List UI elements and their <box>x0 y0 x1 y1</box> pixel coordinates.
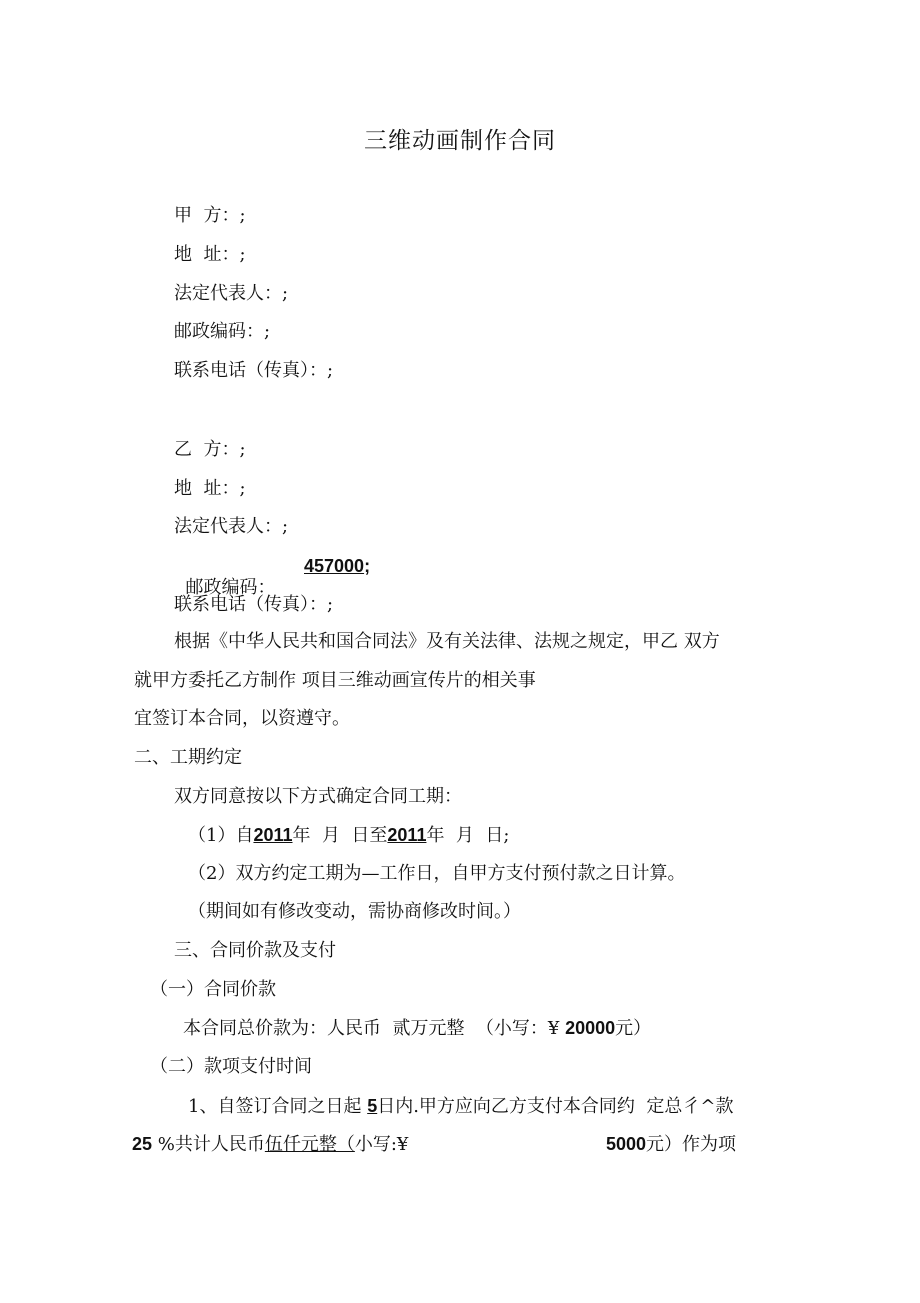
section-3-sub-1: （一）合同价款 <box>150 979 276 1000</box>
payment-2-amount-wrap <box>606 1133 736 1156</box>
payment-1-days: 5 <box>367 1096 378 1116</box>
party-b-postal-value-wrap <box>304 555 370 578</box>
party-a-postal: 邮政编码：; <box>174 321 271 342</box>
party-b-phone: 联系电话（传真）：; <box>174 594 334 615</box>
payment-line-1 <box>188 1095 733 1118</box>
party-a-name: 甲 方：; <box>174 205 246 226</box>
section-3-heading: 三、合同价款及支付 <box>174 940 336 961</box>
party-b-legal-rep: 法定代表人：; <box>174 516 289 537</box>
party-b-address: 地 址：; <box>174 478 246 499</box>
party-a-phone: 联系电话（传真）：; <box>174 360 334 381</box>
payment-2-amount: 5000 <box>606 1134 647 1154</box>
document-title: 三维动画制作合同 <box>364 128 556 154</box>
section-2-item-2: （2）双方约定工期为—工作日，自甲方支付预付款之日计算。 <box>188 863 686 884</box>
total-price-line <box>183 1017 651 1040</box>
party-b-postal-suffix: ; <box>364 556 371 576</box>
item-1-mid: 年 月 日至 <box>292 825 388 846</box>
preamble-line-1: 根据《中华人民共和国合同法》及有关法律、法规之规定，甲乙 双方 <box>174 631 720 652</box>
preamble-line-2: 就甲方委托乙方制作 项目三维动画宣传片的相关事 <box>134 670 536 691</box>
section-2-intro: 双方同意按以下方式确定合同工期： <box>174 786 462 807</box>
item-1-prefix: （1）自 <box>188 825 254 846</box>
section-2-heading: 二、工期约定 <box>134 747 242 768</box>
party-b-name: 乙 方：; <box>174 439 246 460</box>
payment-2-small-label: 小写:¥ <box>354 1134 409 1155</box>
payment-2-words: 伍仟元整（ <box>264 1134 355 1155</box>
payment-2-mid: %共计人民币 <box>152 1134 265 1155</box>
total-price-prefix: 本合同总价款为：人民币 贰万元整 （小写：¥ <box>183 1018 566 1039</box>
party-a-legal-rep: 法定代表人：; <box>174 283 289 304</box>
item-1-suffix: 年 月 日; <box>426 825 510 846</box>
party-a-address: 地 址：; <box>174 244 246 265</box>
payment-2-suffix: 元）作为项 <box>646 1134 737 1155</box>
payment-line-2 <box>132 1133 752 1156</box>
total-price-amount: 20000 <box>565 1018 616 1038</box>
party-b-postal-value: 457000 <box>304 556 365 576</box>
payment-1-prefix: 1、自签订合同之日起 <box>188 1096 368 1117</box>
section-2-item-1 <box>188 824 509 847</box>
section-2-note: （期间如有修改变动，需协商修改时间。） <box>188 901 521 922</box>
payment-2-pct: 25 <box>132 1134 153 1154</box>
party-b-postal-label: 邮政编码： <box>185 577 276 598</box>
section-3-sub-2: （二）款项支付时间 <box>150 1056 312 1077</box>
item-1-year-end: 2011 <box>387 825 427 845</box>
payment-1-rest: 日内.甲方应向乙方支付本合同约 定总彳^款 <box>377 1096 734 1117</box>
total-price-suffix: 元） <box>615 1018 652 1039</box>
item-1-year-start: 2011 <box>253 825 293 845</box>
preamble-line-3: 宜签订本合同，以资遵守。 <box>134 708 350 729</box>
